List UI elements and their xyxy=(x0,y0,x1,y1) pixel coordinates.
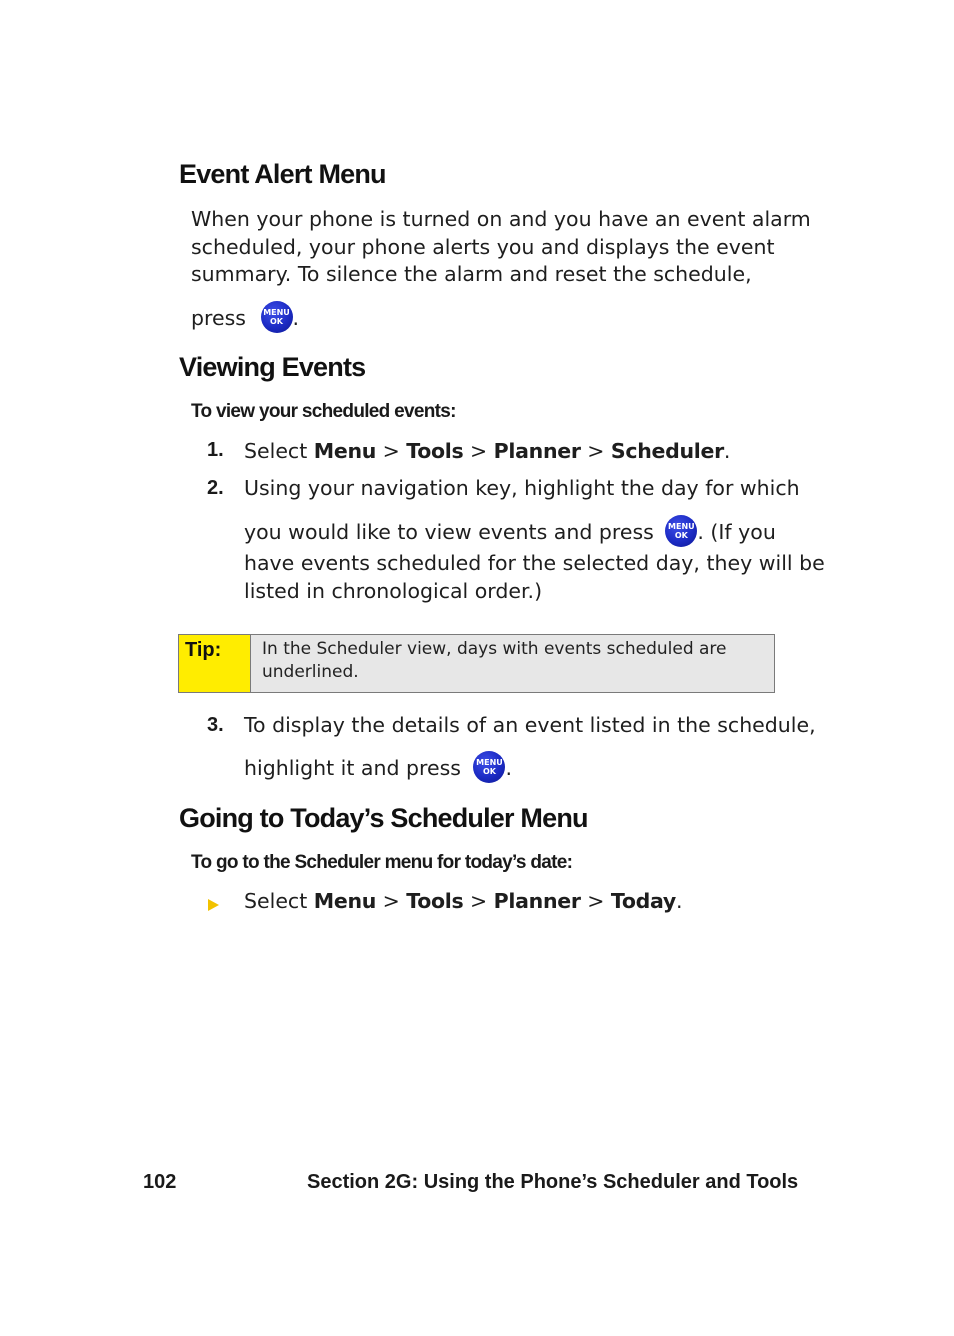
menu-path-item: Planner xyxy=(493,889,581,913)
step-end: . xyxy=(675,889,683,913)
step-2-line-1: Using your navigation key, highlight the day for which xyxy=(244,476,800,500)
heading-todays-scheduler-menu: Going to Today’s Scheduler Menu xyxy=(179,803,588,833)
menu-path-item: Tools xyxy=(406,439,464,463)
menu-path-item: Today xyxy=(610,889,676,913)
step-2-text-after: . (If you xyxy=(697,520,776,544)
menu-path-item: Tools xyxy=(406,889,464,913)
tip-box xyxy=(178,634,775,693)
ok-key-label: OK xyxy=(482,767,496,776)
heading-event-alert-menu: Event Alert Menu xyxy=(179,159,386,189)
step-prefix: Select xyxy=(244,889,314,913)
step-number: 2. xyxy=(207,477,224,499)
step-end: . xyxy=(723,439,731,463)
step-3-line-2 xyxy=(244,750,512,786)
step-2-line-3: have events scheduled for the selected day, they will be xyxy=(244,551,825,575)
paragraph-line: summary. To silence the alarm and reset the schedule, xyxy=(191,262,752,286)
triangle-bullet-icon xyxy=(208,899,219,911)
subheading-view-scheduled-events: To view your scheduled events: xyxy=(191,401,456,422)
step-1-text xyxy=(244,438,730,466)
press-period: . xyxy=(292,306,300,330)
menu-path-item: Scheduler xyxy=(610,439,724,463)
page-number: 102 xyxy=(143,1171,177,1193)
menu-path-item: Planner xyxy=(493,439,581,463)
paragraph-line: scheduled, your phone alerts you and displays the event xyxy=(191,234,775,259)
step-3-line-1: To display the details of an event listed in the schedule, xyxy=(244,713,816,737)
step-prefix: Select xyxy=(244,439,314,463)
today-step-text xyxy=(244,888,683,916)
press-line xyxy=(191,300,299,336)
menu-key-label: MENU xyxy=(476,758,503,767)
path-separator: > xyxy=(580,889,611,913)
path-separator: > xyxy=(376,439,407,463)
tip-line: In the Scheduler view, days with events scheduled are xyxy=(262,639,727,659)
tip-label: Tip: xyxy=(185,639,222,661)
menu-ok-key-icon xyxy=(665,515,697,547)
menu-ok-key-icon xyxy=(473,751,505,783)
step-3-text-after: . xyxy=(505,756,513,780)
step-2-text: you would like to view events and press xyxy=(244,520,654,544)
step-2-line-2 xyxy=(244,514,776,550)
tip-line: underlined. xyxy=(262,662,359,682)
menu-key-label: MENU xyxy=(263,308,290,317)
heading-viewing-events: Viewing Events xyxy=(179,352,366,382)
step-3-text: highlight it and press xyxy=(244,756,461,780)
subheading-todays-date: To go to the Scheduler menu for today’s date: xyxy=(191,852,573,873)
path-separator: > xyxy=(376,889,407,913)
tip-label-cell xyxy=(179,635,251,692)
step-number: 1. xyxy=(207,439,224,461)
path-separator: > xyxy=(580,439,611,463)
ok-key-label: OK xyxy=(674,531,688,540)
menu-path-item: Menu xyxy=(313,439,377,463)
footer-section-title: Section 2G: Using the Phone’s Scheduler and Tools xyxy=(307,1171,799,1193)
press-text: press xyxy=(191,306,246,330)
tip-text xyxy=(262,638,762,684)
path-separator: > xyxy=(463,889,494,913)
step-number: 3. xyxy=(207,714,224,736)
menu-path-item: Menu xyxy=(313,889,377,913)
path-separator: > xyxy=(463,439,494,463)
paragraph-line: When your phone is turned on and you have an event alarm xyxy=(191,207,811,231)
menu-ok-key-icon xyxy=(261,301,293,333)
ok-key-label: OK xyxy=(270,317,283,326)
step-2-line-4: listed in chronological order.) xyxy=(244,579,543,603)
menu-key-label: MENU xyxy=(668,522,695,531)
event-alert-paragraph xyxy=(191,206,811,289)
